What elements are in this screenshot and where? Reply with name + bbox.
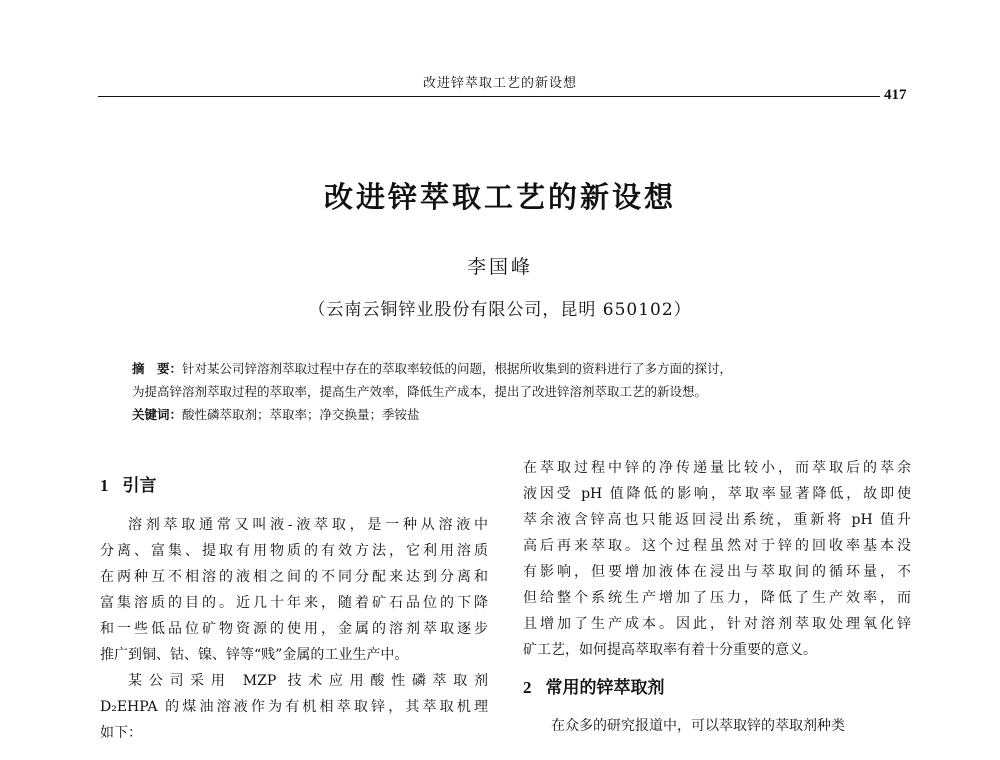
text-line: 在两种互不相溶的液相之间的不同分配来达到分离和 (100, 569, 488, 585)
abstract-text: 针对某公司锌溶剂萃取过程中存在的萃取率较低的问题，根据所收集到的资料进行了多方面的探讨， (182, 361, 733, 376)
text-line: 高后再来萃取。这个过程虽然对于锌的回收率基本没 (523, 538, 911, 554)
text-line: D₂EHPA 的煤油溶液作为有机相萃取锌，其萃取机理 (100, 699, 488, 715)
section-heading-1 (100, 473, 488, 499)
keywords-label: 关键词： (132, 407, 183, 422)
abstract-line (132, 357, 892, 380)
section-title: 常用的锌萃取剂 (545, 678, 665, 698)
running-head-title: 改进锌萃取工艺的新设想 (422, 76, 577, 91)
text-line: 但给整个系统生产增加了压力，降低了生产效率，而 (523, 590, 911, 606)
author-affiliation: （云南云铜锌业股份有限公司，昆明 650102） (308, 300, 692, 320)
text-line: 溶剂萃取通常又叫液-液萃取，是一种从溶液中 (128, 517, 488, 533)
text-line: 富集溶质的目的。近几十年来，随着矿石品位的下降 (100, 595, 488, 611)
section-heading-2 (523, 675, 911, 701)
text-line: 萃余液含锌高也只能返回浸出系统，重新将 pH 值升 (523, 512, 911, 528)
page-number: 417 (884, 87, 907, 103)
right-column (523, 455, 911, 739)
text-line: 分离、富集、提取有用物质的有效方法，它利用溶质 (100, 543, 488, 559)
abstract-line: 为提高锌溶剂萃取过程的萃取率，提高生产效率，降低生产成本，提出了改进锌溶剂萃取工艺的新设想。 (132, 384, 708, 399)
abstract-block (132, 357, 892, 426)
text-line: 某公司采用 MZP 技术应用酸性磷萃取剂 (128, 673, 488, 689)
abstract-label: 摘 要： (132, 361, 183, 376)
left-column (100, 473, 488, 746)
header-rule (98, 96, 880, 97)
text-line: 如下： (100, 725, 142, 741)
text-line: 在众多的研究报道中，可以萃取锌的萃取剂种类 (551, 718, 845, 734)
section-title: 引言 (122, 476, 157, 496)
text-line: 在萃取过程中锌的净传递量比较小，而萃取后的萃余 (523, 460, 911, 476)
text-line: 液因受 pH 值降低的影响，萃取率显著降低，故即使 (523, 486, 911, 502)
keywords-line (132, 403, 892, 426)
text-line: 推广到铜、钴、镍、锌等“贱”金属的工业生产中。 (100, 647, 409, 663)
text-line: 且增加了生产成本。因此，针对溶剂萃取处理氧化锌 (523, 616, 911, 632)
text-line: 矿工艺，如何提高萃取率有着十分重要的意义。 (523, 642, 817, 658)
keywords-text: 酸性磷萃取剂；萃取率；净交换量；季铵盐 (182, 407, 420, 422)
text-line: 有影响，但要增加液体在浸出与萃取间的循环量，不 (523, 564, 911, 580)
author-name: 李国峰 (466, 256, 533, 278)
paper-title: 改进锌萃取工艺的新设想 (323, 180, 676, 214)
section-number: 1 (100, 476, 109, 495)
section-number: 2 (523, 678, 532, 697)
text-line: 和一些低品位矿物资源的使用，金属的溶剂萃取逐步 (100, 621, 488, 637)
